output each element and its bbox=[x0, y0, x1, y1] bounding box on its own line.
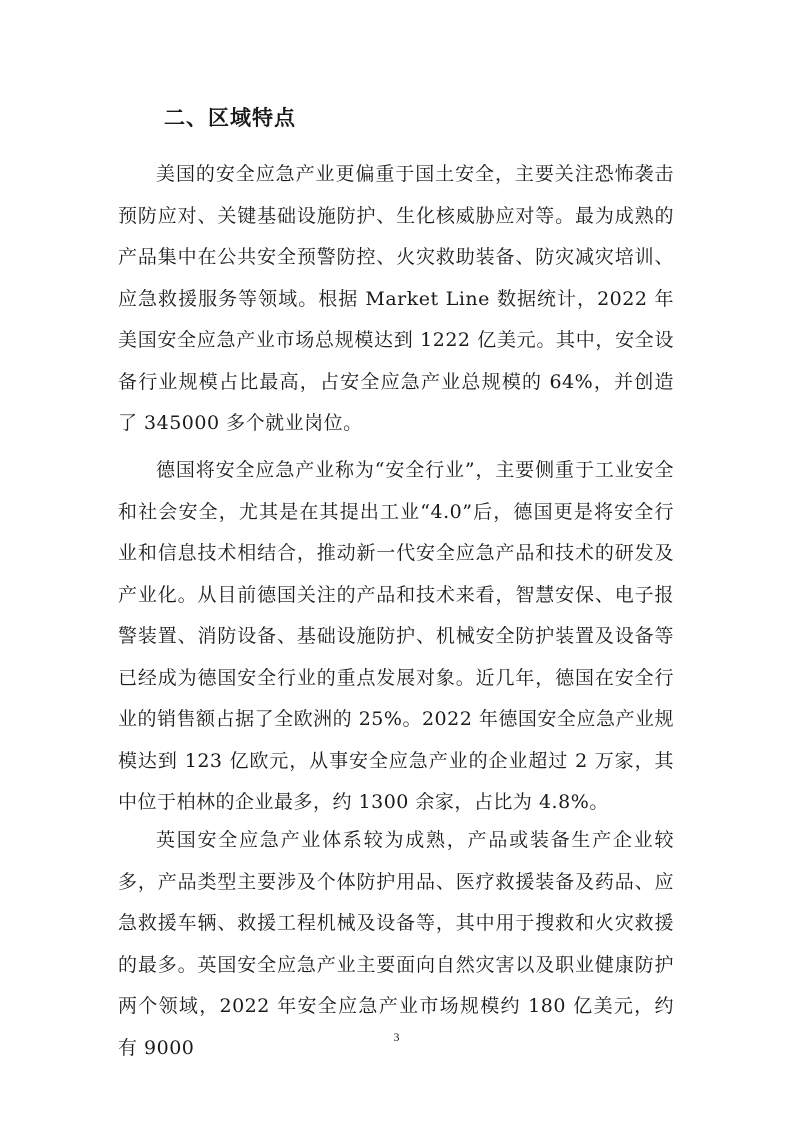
paragraph-usa: 美国的安全应急产业更偏重于国土安全，主要关注恐怖袭击预防应对、关键基础设施防护、生化核威胁应对等。最为成熟的产品集中在公共安全预警防控、火灾救助装备、防灾减灾培训、应急救援服务等领域。根据 Market Line 数据统计，2022 年美国安全应急产业市场总规模达到 1222 亿美元。其中，安全设备行业规模占比最高，占安全应急产业总规模的 64%，并创造了 345000 多个就业岗位。 bbox=[118, 163, 674, 434]
page-number: 3 bbox=[393, 1030, 400, 1044]
paragraph-uk: 英国安全应急产业体系较为成熟，产品或装备生产企业较多，产品类型主要涉及个体防护用品、医疗救援装备及药品、应急救援车辆、救援工程机械及设备等，其中用于搜救和火灾救援的最多。英国安全应急产业主要面向自然灾害以及职业健康防护两个领域，2022 年安全应急产业市场规模约 180 亿美元，约有 9000 bbox=[118, 829, 674, 1059]
section-heading: 二、区域特点 bbox=[164, 106, 296, 130]
paragraph-germany: 德国将安全应急产业称为“安全行业”，主要侧重于工业安全和社会安全，尤其是在其提出工业“4.0”后，德国更是将安全行业和信息技术相结合，推动新一代安全应急产品和技术的研发及产业化。从目前德国关注的产品和技术来看，智慧安保、电子报警装置、消防设备、基础设施防护、机械安全防护装置及设备等已经成为德国安全行业的重点发展对象。近几年，德国在安全行业的销售额占据了全欧洲的 25%。2022 年德国安全应急产业规模达到 123 亿欧元，从事安全应急产业的企业超过 2 万家，其中位于柏林的企业最多，约 1300 余家，占比为 4.8%。 bbox=[118, 459, 674, 813]
